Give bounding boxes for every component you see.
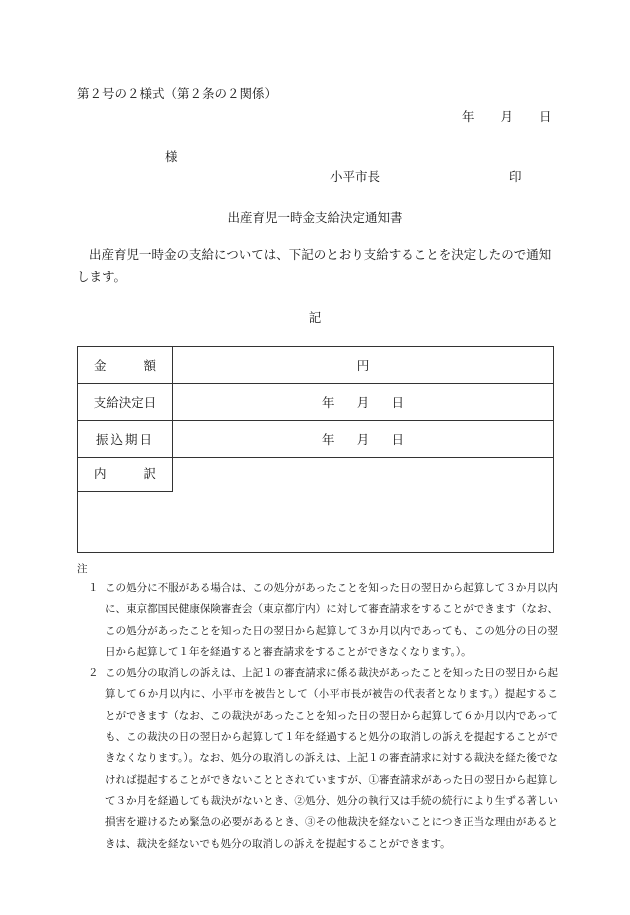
decision-date-label: 支給決定日 <box>78 384 173 421</box>
note-item <box>88 663 558 855</box>
row-amount <box>78 347 554 384</box>
payment-date-label: 振込期日 <box>78 421 173 458</box>
payment-date-value: 年 月 日 <box>173 421 554 458</box>
note-number: ２ <box>88 667 99 680</box>
notes-heading: 注 <box>77 563 88 575</box>
body-text: 出産育児一時金の支給については、下記のとおり支給することを決定したので通知します。 <box>77 247 552 284</box>
breakdown-label: 内 訳 <box>78 455 173 492</box>
row-payment-date <box>78 421 554 458</box>
amount-value: 円 <box>173 347 554 384</box>
row-decision-date <box>78 384 554 421</box>
note-item <box>88 578 558 663</box>
amount-label: 金 額 <box>78 347 173 384</box>
issue-date <box>462 107 552 125</box>
note-text: この処分に不服がある場合は、この処分があったことを知った日の翌日から起算して３か月以内に、東京都国民健康保険審査会（東京都庁内）に対して審査請求をすることができます（なお、この処分があったことを知った日の翌日から起算して３か月以内であっても、この処分の日の翌日から起算して１年を経過すると審査請求をすることができなくなります。）。 <box>105 582 558 658</box>
seal-mark: 印 <box>509 169 522 184</box>
note-text: この処分の取消しの訴えは、上記１の審査請求に係る裁決があったことを知った日の翌日から起算して６か月以内に、小平市を被告として（小平市長が被告の代表者となります。）提起することができます（なお、この裁決があったことを知った日の翌日から起算して６か月以内であっても、この裁決の日の翌日から起算して１年を経過すると処分の取消しの訴えを提起することができなくなります。）。なお、処分の取消しの訴えは、上記１の審査請求に対する裁決を経た後でなければ提起することができないこととされていますが、①審査請求があった日の翌日から起算して３か月を経過しても裁決がないとき、②処分、処分の執行又は手続の続行により生ずる著しい損害を避けるため緊急の必要があるとき、③その他裁決を経ないことにつき正当な理由があるときは、裁決を経ないでも処分の取消しの訴えを提起することができます。 <box>105 667 558 850</box>
date-year: 年 <box>462 109 475 124</box>
ki-heading: 記 <box>308 310 322 325</box>
date-month: 月 <box>500 109 514 124</box>
payment-table <box>77 346 554 458</box>
date-day: 日 <box>539 109 552 124</box>
notes-list <box>88 578 558 855</box>
breakdown-box <box>77 455 554 553</box>
addressee-suffix: 様 <box>165 149 178 164</box>
form-id: 第２号の２様式（第２条の２関係） <box>77 86 278 101</box>
note-number: １ <box>88 582 99 594</box>
decision-date-value: 年 月 日 <box>173 384 554 421</box>
document-title: 出産育児一時金支給決定通知書 <box>227 210 403 225</box>
issuer-name: 小平市長 <box>330 169 381 184</box>
